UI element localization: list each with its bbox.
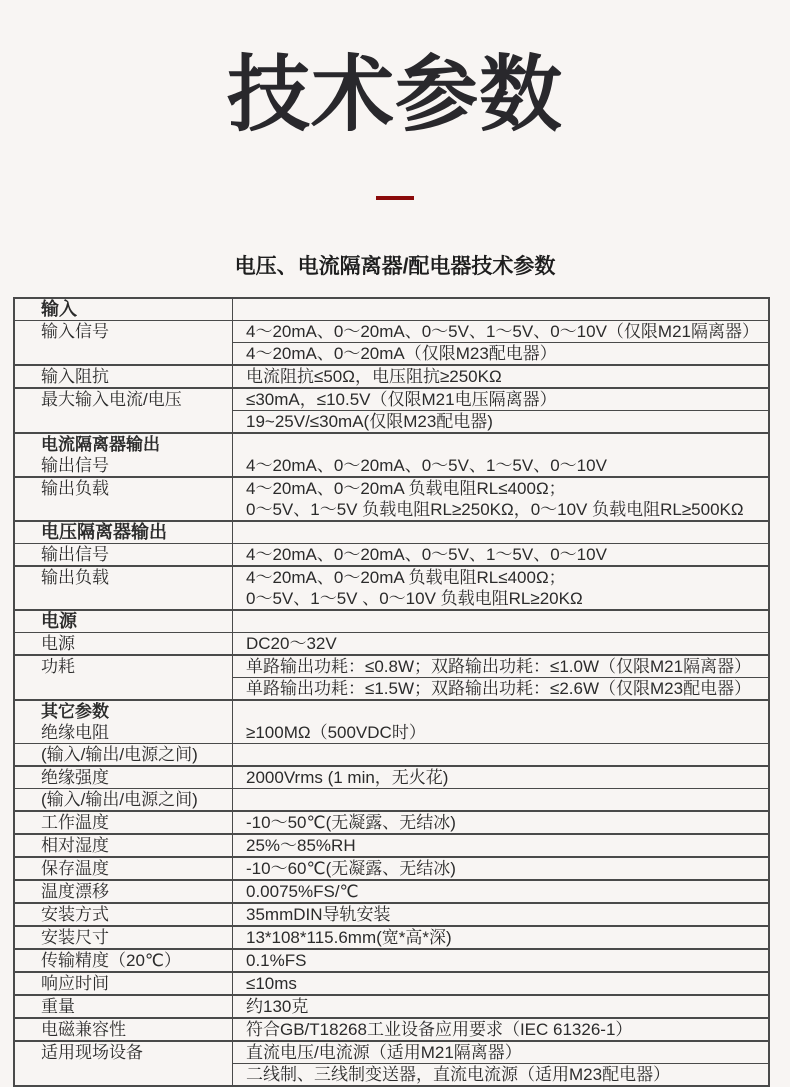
row-emc: [15, 1017, 768, 1040]
param-label: 输出信号: [41, 455, 109, 475]
param-value-cell: [233, 789, 768, 810]
param-value-cell: ≤10ms: [246, 973, 297, 993]
param-label-cell: 相对湿度: [15, 835, 233, 856]
row-storage-temp: [15, 856, 768, 879]
value-subcell: 单路输出功耗：≤1.5W；双路输出功耗：≤2.6W（仅限M23配电器）: [233, 677, 768, 699]
row-relative-humidity: [15, 833, 768, 856]
value-subcell: 4～20mA、0～20mA、0～5V、1～5V、0～10V（仅限M21隔离器）: [246, 321, 759, 341]
value-subcell: 4～20mA、0～20mA 负载电阻RL≤400Ω；: [246, 567, 566, 587]
param-label-cell: [15, 434, 233, 476]
param-label-cell: 保存温度: [15, 858, 233, 879]
param-label-cell: 输出负载: [15, 478, 233, 520]
row-field-devices: [15, 1040, 768, 1085]
param-value-cell: [233, 389, 768, 432]
section-header-cell: 其它参数: [41, 701, 109, 721]
param-value-cell: 25%～85%RH: [246, 835, 356, 855]
param-label-cell: 适用现场设备: [15, 1042, 233, 1085]
param-label-cell: 最大输入电流/电压: [15, 389, 233, 432]
param-label-cell: 响应时间: [15, 973, 233, 994]
param-label-cell: 输出负载: [15, 567, 233, 609]
row-weight: [15, 994, 768, 1017]
row-input-signal: [15, 320, 768, 364]
param-label-cell: 电磁兼容性: [15, 1019, 233, 1040]
row-power-consumption: [15, 654, 768, 699]
value-subcell: 直流电压/电流源（适用M21隔离器）: [246, 1042, 522, 1062]
param-value-cell: [233, 744, 768, 765]
param-value-cell: [233, 478, 768, 520]
param-value-cell: 4～20mA、0～20mA、0～5V、1～5V、0～10V: [246, 544, 607, 564]
param-value-cell: 13*108*115.6mm(宽*高*深): [246, 927, 452, 947]
param-label-cell: 输入信号: [15, 321, 233, 364]
param-label-cell: 重量: [15, 996, 233, 1017]
param-label-cell: 温度漂移: [15, 881, 233, 902]
param-label-cell: 传输精度（20℃）: [15, 950, 233, 971]
row-power-header: [15, 609, 768, 632]
table-caption: 电压、电流隔离器/配电器技术参数: [234, 254, 556, 278]
section-header-cell: 电源: [15, 611, 233, 632]
value-subcell: 4～20mA、0～20mA 负载电阻RL≤400Ω；: [246, 478, 566, 498]
param-label-cell: [15, 701, 233, 743]
row-isolation-strength: [15, 765, 768, 788]
row-output-signal-voltage: [15, 543, 768, 565]
row-operating-temp: [15, 810, 768, 833]
param-label-cell: 绝缘强度: [15, 767, 233, 788]
param-label: 绝缘电阻: [41, 722, 109, 742]
param-value-cell: 符合GB/T18268工业设备应用要求（IEC 61326-1）: [246, 1019, 633, 1039]
param-value-cell: [233, 567, 768, 609]
row-response-time: [15, 971, 768, 994]
param-value-cell: [233, 611, 768, 632]
param-value-cell: [233, 656, 768, 699]
param-value-cell: 35mmDIN导轨安装: [246, 904, 391, 924]
param-value-cell: 2000Vrms (1 min，无火花): [246, 767, 449, 787]
param-label-cell: (输入/输出/电源之间): [15, 789, 233, 810]
param-label-cell: 输入阻抗: [15, 366, 233, 387]
param-label-cell: 功耗: [15, 656, 233, 699]
row-output-load-voltage: [15, 565, 768, 609]
param-value-cell: [233, 321, 768, 364]
param-label-cell: 安装方式: [15, 904, 233, 925]
title-divider: [376, 196, 414, 200]
value-subcell: 4～20mA、0～20mA（仅限M23配电器）: [233, 342, 768, 364]
row-mounting: [15, 902, 768, 925]
row-other-params: [15, 699, 768, 743]
param-value-cell: -10～60℃(无凝露、无结冰): [246, 858, 456, 878]
param-label-cell: 工作温度: [15, 812, 233, 833]
value-subcell: 单路输出功耗：≤0.8W；双路输出功耗：≤1.0W（仅限M21隔离器）: [246, 656, 752, 676]
param-value-cell: -10～50℃(无凝露、无结冰): [246, 812, 456, 832]
section-header-cell: 电流隔离器输出: [41, 434, 160, 454]
spec-table: [13, 297, 770, 1087]
row-output-load-current: [15, 476, 768, 520]
param-value-cell: [233, 522, 768, 543]
row-max-input: [15, 387, 768, 432]
row-current-isolator-output: [15, 432, 768, 476]
param-value-cell: 电流阻抗≤50Ω，电压阻抗≥250KΩ: [246, 366, 502, 386]
row-voltage-isolator-header: [15, 520, 768, 543]
section-header-cell: 电压隔离器输出: [15, 522, 233, 543]
row-dimensions: [15, 925, 768, 948]
param-value-cell: 4～20mA、0～20mA、0～5V、1～5V、0～10V: [246, 455, 607, 475]
row-isolation-note-1: [15, 743, 768, 765]
param-value-cell: 0.0075%FS/℃: [246, 881, 359, 901]
row-power-supply: [15, 632, 768, 654]
value-subcell: 19~25V/≤30mA(仅限M23配电器): [233, 410, 768, 432]
value-subcell: ≤30mA，≤10.5V（仅限M21电压隔离器）: [246, 389, 557, 409]
value-subcell: 二线制、三线制变送器，直流电流源（适用M23配电器）: [233, 1063, 768, 1085]
param-value-cell: 0.1%FS: [246, 950, 307, 970]
param-label-cell: 输出信号: [15, 544, 233, 565]
section-header-cell: 输入: [15, 299, 233, 320]
param-value-cell: 约130克: [246, 996, 309, 1016]
row-temp-drift: [15, 879, 768, 902]
page-title: 技术参数: [227, 48, 563, 141]
value-subcell: 0～5V、1～5V 负载电阻RL≥250KΩ，0～10V 负载电阻RL≥500KΩ: [246, 499, 744, 519]
param-label-cell: 安装尺寸: [15, 927, 233, 948]
row-input-header: [15, 299, 768, 320]
row-accuracy: [15, 948, 768, 971]
value-subcell: 0～5V、1～5V 、0～10V 负载电阻RL≥20KΩ: [246, 588, 583, 608]
param-value-cell: ≥100MΩ（500VDC时）: [246, 722, 426, 742]
param-value-cell: [233, 1042, 768, 1085]
param-label-cell: (输入/输出/电源之间): [15, 744, 233, 765]
row-isolation-note-2: [15, 788, 768, 810]
row-input-impedance: [15, 364, 768, 387]
param-value-cell: [233, 299, 768, 320]
param-value-cell: DC20～32V: [246, 633, 337, 653]
param-label-cell: 电源: [15, 633, 233, 654]
